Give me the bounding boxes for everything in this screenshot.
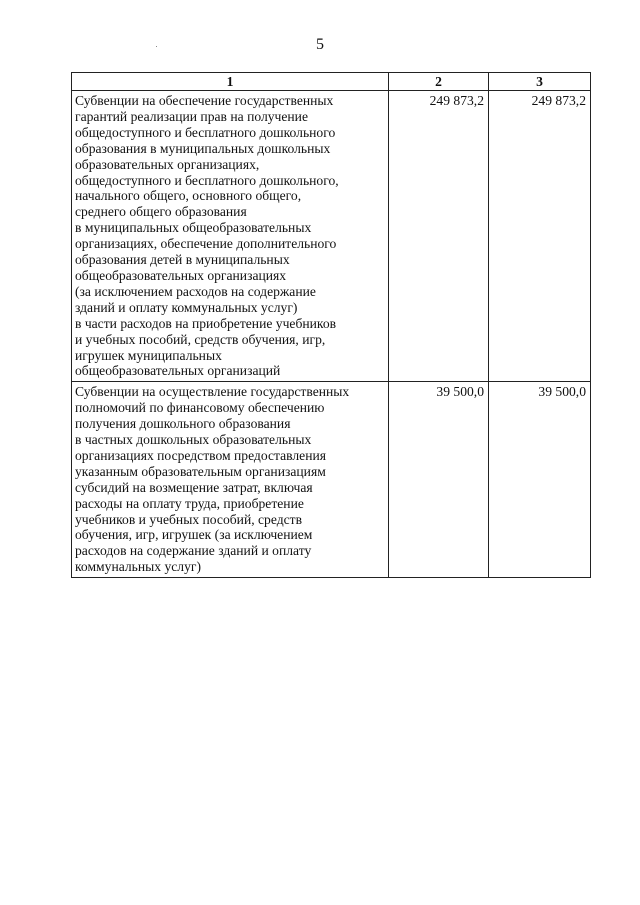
row-value-col-3: 249 873,2: [489, 91, 591, 382]
row-description: [72, 91, 389, 382]
text-line: расходов на содержание зданий и оплату: [75, 543, 312, 559]
text-line: зданий и оплату коммунальных услуг): [75, 299, 298, 315]
text-line: в муниципальных общеобразовательных: [75, 220, 312, 236]
text-line: игрушек муниципальных: [75, 347, 222, 363]
table-row: [72, 91, 591, 382]
text-line: общедоступного и бесплатного дошкольного,: [75, 172, 339, 188]
text-line: образования в муниципальных дошкольных: [75, 140, 331, 156]
text-line: организациях, обеспечение дополнительного: [75, 236, 337, 252]
text-line: образовательных организациях,: [75, 156, 260, 172]
text-line: Субвенции на обеспечение государственных: [75, 93, 334, 108]
table-row: [72, 382, 591, 578]
text-line: среднего общего образования: [75, 204, 247, 220]
text-line: субсидий на возмещение затрат, включая: [75, 479, 313, 495]
text-line: общеобразовательных организаций: [75, 363, 281, 379]
header-col-2: 2: [389, 73, 489, 91]
text-line: Субвенции на осуществление государственных: [75, 384, 350, 400]
budget-table: [71, 72, 591, 578]
text-line: (за исключением расходов на содержание: [75, 283, 316, 299]
row-value-col-2: 39 500,0: [389, 382, 489, 578]
text-line: образования детей в муниципальных: [75, 252, 290, 268]
row-description: [72, 382, 389, 578]
text-line: указанным образовательным организациям: [75, 463, 326, 479]
text-line: коммунальных услуг): [75, 559, 201, 575]
table-header-row: [72, 73, 591, 91]
row-value-col-3: 39 500,0: [489, 382, 591, 578]
text-line: начального общего, основного общего,: [75, 188, 302, 204]
scan-artifact-dot: [156, 46, 157, 47]
page-number: 5: [316, 36, 324, 53]
row-value-col-2: 249 873,2: [389, 91, 489, 382]
text-line: и учебных пособий, средств обучения, игр,: [75, 331, 326, 347]
text-line: организациях посредством предоставления: [75, 447, 327, 463]
text-line: в частных дошкольных образовательных: [75, 432, 312, 448]
text-line: общедоступного и бесплатного дошкольного: [75, 124, 336, 140]
text-line: общеобразовательных организациях: [75, 267, 287, 283]
header-col-1: 1: [72, 73, 389, 91]
text-line: в части расходов на приобретение учебников: [75, 315, 337, 331]
text-line: гарантий реализации прав на получение: [75, 108, 308, 124]
header-col-3: 3: [489, 73, 591, 91]
text-line: учебников и учебных пособий, средств: [75, 511, 303, 527]
text-line: полномочий по финансовому обеспечению: [75, 400, 325, 416]
text-line: получения дошкольного образования: [75, 416, 291, 432]
text-line: обучения, игр, игрушек (за исключением: [75, 527, 313, 543]
text-line: расходы на оплату труда, приобретение: [75, 495, 304, 511]
